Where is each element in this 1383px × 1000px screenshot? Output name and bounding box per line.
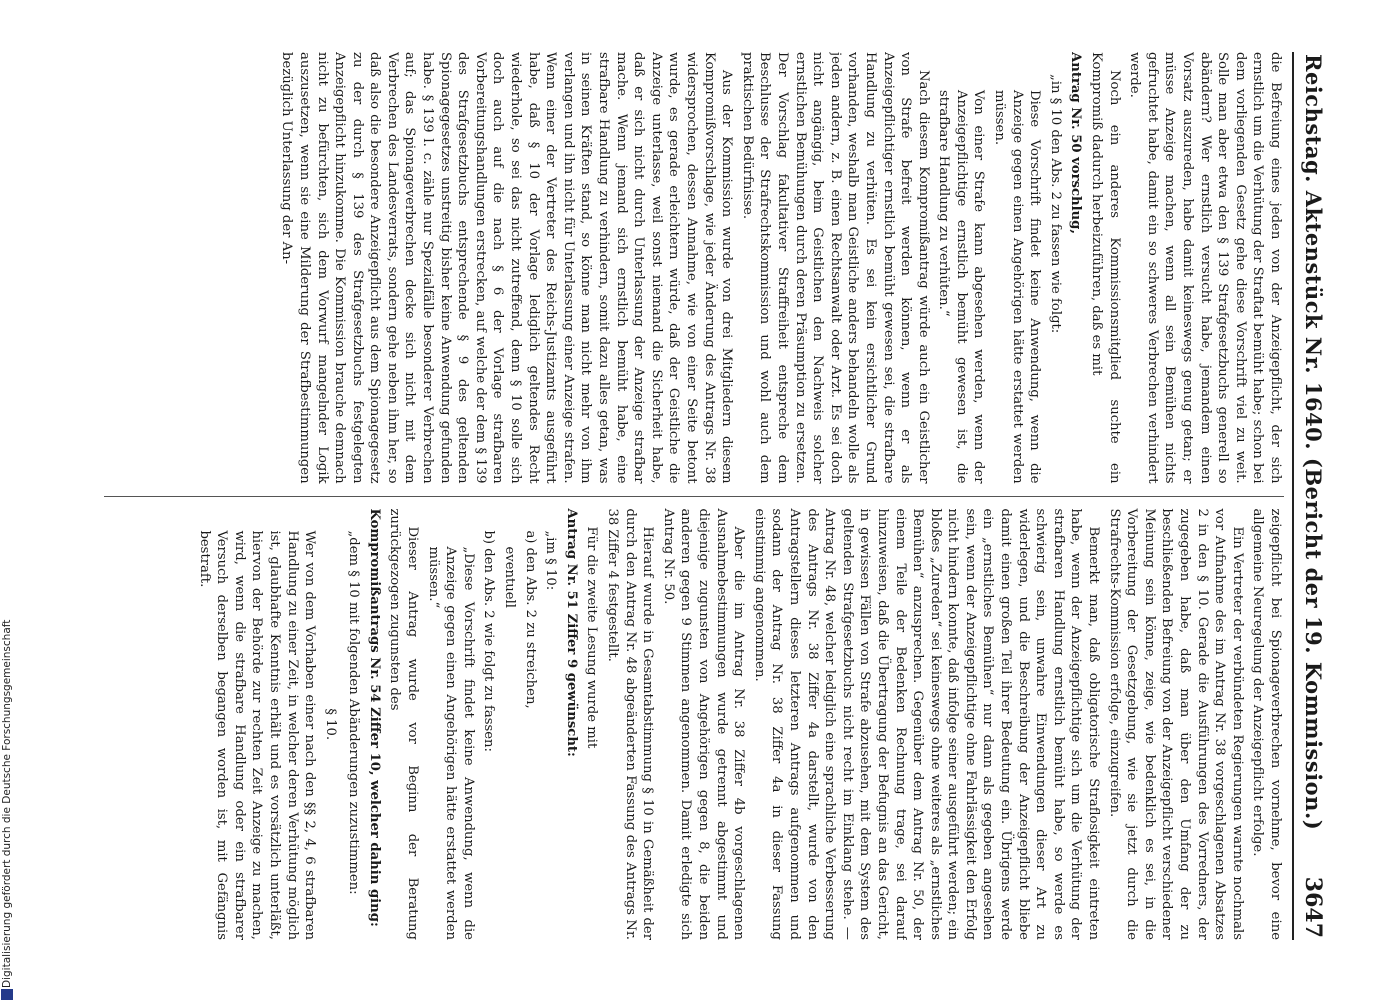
quoted-text: „Diese Vorschrift findet keine Anwendung, wenn die Anzeige gegen einen Angehörigen hätte erstattet werden müssen.“ [425,546,476,940]
funding-credit: Digitalisierung gefördert durch die Deutsche Forschungsgemeinschaft [1,619,13,988]
digitization-footer [0,0,14,1000]
quoted-text: Diese Vorschrift findet keine Anwendung, wenn die Anzeige gegen einen Angehörigen hätte erstattet werden müssen. [992,90,1043,484]
text-columns [104,52,1284,940]
dfg-logo [1,989,13,1000]
paragraph: Aus der Kommission wurde von drei Mitgliedern diesem Kompromißvorschlage, wie jeder Änderung des Antrags Nr. 38 widersprochen, dessen Annahme, wie von einer Seite betont wurde, es gerade erleichtern würde, daß der Geistliche die Anzeige unterlasse, weil sonst niemand die Sicherheit habe, daß er sich nicht durch Unterlassung der Anzeige strafbar mache. Wenn jemand sich ernstlich bemüht habe, eine strafbare Handlung zu verhindern, somit dazu alles getan, was in seinen Kräften stand, so könne man nicht mehr von ihm verlangen und ihn nicht für Unterlassung einer Anzeige strafen. Wenn einer der Vertreter des Reichs-Justizamts ausgeführt habe, daß § 10 der Vorlage lediglich geltendes Recht wiederhole, so sei das nicht zutreffend, denn § 10 solle sich doch auch auf die nach § 6 der Vorlage strafbaren Vorbereitungshandlungen erstrecken, auf welche der dem § 139 des Strafgesetzbuchs entsprechende § 9 des geltenden Spionagegesetzes unstreitig bisher keine Anwendung gefunden habe. § 139 l. c. zähle nur Spezialfälle besonderer Verbrechen auf; das Spionageverbrechen decke sich nicht mit dem Verbrechen des Landesverrats, sondern gehe neben ihm her, so daß also die besondere Anzeigepflicht aus dem Spionagegesetz zu der durch § 139 des Strafgesetzbuchs festgelegten Anzeigepflicht hinzukomme. Die Kommission brauche demnach nicht zu befürchten, sich dem Vorwurf mangelnder Logik auszusetzen, wenn sie eine Milderung der Strafbestimmungen bezüglich Unterlassung der An- [279,52,735,484]
section-heading: § 10. [322,708,338,741]
right-column [104,508,1284,940]
paragraph: Hierauf wurde in Gesamtabstimmung § 10 in Gemäßheit der durch den Antrag Nr. 48 abgeänderten Fassung des Antrags Nr. 38 Ziffer 4 festgestellt. [605,508,656,940]
quoted-text: eventuell [502,546,518,609]
paragraph: Ein Vertreter der verbündeten Regierungen warnte nochmals vor Aufnahme des im Antrag Nr. 38 vorgeschlagenen Absatzes 2 in den § 10. Gerade die Ausführungen des Vorredners, der zugegeben habe, daß man über den Umfang der zu beschließenden Befreiung von der Anzeigepflicht verschiedener Meinung sein könne, zeige, wie bedenklich es sei, in die Vorbereitung der Gesetzgebung, wie sie jetzt durch die Strafrechts-Kommission erfolge, einzugreifen. [1106,508,1245,940]
quoted-text: a) den Abs. 2 zu streichen, [522,530,538,709]
rotated-document-page [50,26,1340,966]
quoted-text: „in § 10 den Abs. 2 zu fassen wie folgt: [1047,74,1063,334]
left-column [104,52,1284,484]
page-number: 3647 [1300,876,1326,938]
page-header [1292,52,1330,940]
quoted-text: „dem § 10 mit folgenden Abänderungen zuzustimmen: [346,530,362,895]
paragraph: Aber die im Antrag Nr. 38 Ziffer 4b vorgeschlagenen Ausnahmebestimmungen wurde getrennt abgestimmt und diejenige zugunsten von Angehörigen gegen 8, die beiden anderen gegen 9 Stimmen angenommen. Damit erledigte sich Antrag Nr. 50. [660,508,747,940]
page-title: Reichstag. Aktenstück Nr. 1640. (Bericht der 19. Kommission.) [1301,54,1326,831]
paragraph: Noch ein anderes Kommissionsmitglied suchte ein Kompromiß dadurch herbeizuführen, daß es mit [1089,52,1122,484]
paragraph: Bemerkt man, daß obligatorische Straflosigkeit eintreten habe, wenn der Anzeigepflichtige sich um die Verhütung der strafbaren Handlung ernstlich bemüht habe, so werde es schwierig sein, unwahre Einwendungen dieser Art zu widerlegen, und die Beschreibung der Anzeigepflicht bliebe damit einen großen Teil ihrer Bedeutung ein. Übrigens werde ein „ernstliches Bemühen“ nur dann als gegeben angesehen sein, wenn der Anzeigepflichtige ohne Fahrlässigkeit den Erfolg nicht hindern konnte, daß infolge seiner ausgeführt werden; ein bloßes „Zureden“ sei keineswegs ohne weiteres als „ernstliches Bemühen“ anzusprechen. Gegenüber dem Antrag Nr. 50, der einem Teile der Bedenken Rechnung trage, sei darauf hinzuweisen, daß die Übertragung der Befugnis an das Gericht, in gewissen Fällen von Strafe abzusehen, mit dem System des geltenden Strafgesetzbuchs nicht recht im Einklang stehe. — Antrag Nr. 48, welcher lediglich eine sprachliche Verbesserung des Antrags Nr. 38 Ziffer 4a darstellt, wurde von den Antragstellern dieses letzteren Antrags aufgenommen und sodann der Antrag Nr. 38 Ziffer 4a in dieser Fassung einstimmig angenommen. [751,508,1102,940]
paragraph: Dieser Antrag wurde vor Beginn der Beratung zurückgezogen zugunsten des [387,508,421,940]
motion-heading: Antrag Nr. 51 Ziffer 9 gewünscht: [563,508,579,757]
quoted-text: Wer von dem Vorhaben einer nach den §§ 2, 4, 6 strafbaren Handlung zu einer Zeit, in welcher deren Verhütung möglich ist, glaubhafte Kenntnis erhält und es vorsätzlich unterläßt, hiervon der Behörde zur rechten Zeit Anzeige zu machen, wird, wenn die strafbare Handlung oder ein strafbarer Versuch derselben begangen worden ist, mit Gefängnis bestraft. [196,530,318,940]
quoted-text: „im § 10: [543,530,559,591]
paragraph: Für die zweite Lesung wurde mit [584,526,600,749]
paragraph: die Befreiung eines jeden von der Anzeigepflicht, der sich ernstlich um die Verhütung der Straftat bemüht habe; schon bei dem vorliegenden Gesetz gehe diese Vorschrift viel zu weit. Solle man aber etwa den § 139 Strafgesetzbuchs generell so abändern? Wer ernstlich versucht habe, jemandem einen Vorsatz auszureden, habe damit keineswegs genug getan; er müsse Anzeige machen, wenn all sein Bemühen nichts gefruchtet habe, damit ein so schweres Verbrechen verhindert werde. [1127,52,1283,484]
paragraph: zeigepflicht bei Spionageverbrechen vornehme, bevor eine allgemeine Neuregelung der Anzeigepflicht erfolge. [1250,508,1283,940]
motion-heading: Kompromißantrags Nr. 54 Ziffer 10, welcher dahin ging: [366,508,382,927]
motion-heading: Antrag Nr. 50 vorschlug, [1068,52,1084,234]
paragraph: Nach diesem Kompromißantrag würde auch ein Geistlicher von Strafe befreit werden können, wenn er als Anzeigepflichtiger ernstlich bemüht gewesen sei, die strafbare Handlung zu verhüten. Es sei kein ersichtlicher Grund vorhanden, weshalb man Geistliche anders behandeln wolle als jeden andern, z. B. einen Rechtsanwalt oder Arzt. Es sei doch nicht angängig, beim Geistlichen den Nachweis solcher ernstlichen Bemühungen durch deren Präsumption zu ersetzen. Der Vorschlag fakultativer Straffreiheit entspreche dem Beschlusse der Strafrechtskommission und wohl auch dem praktischen Bedürfnisse. [739,52,931,484]
quoted-text: Von einer Strafe kann abgesehen werden, wenn der Anzeigepflichtige ernstlich bemüht gewesen ist, die strafbare Handlung zu verhüten.“ [936,90,987,484]
quoted-text: b) den Abs. 2 wie folgt zu fassen: [481,530,497,752]
column-divider [104,496,1284,497]
